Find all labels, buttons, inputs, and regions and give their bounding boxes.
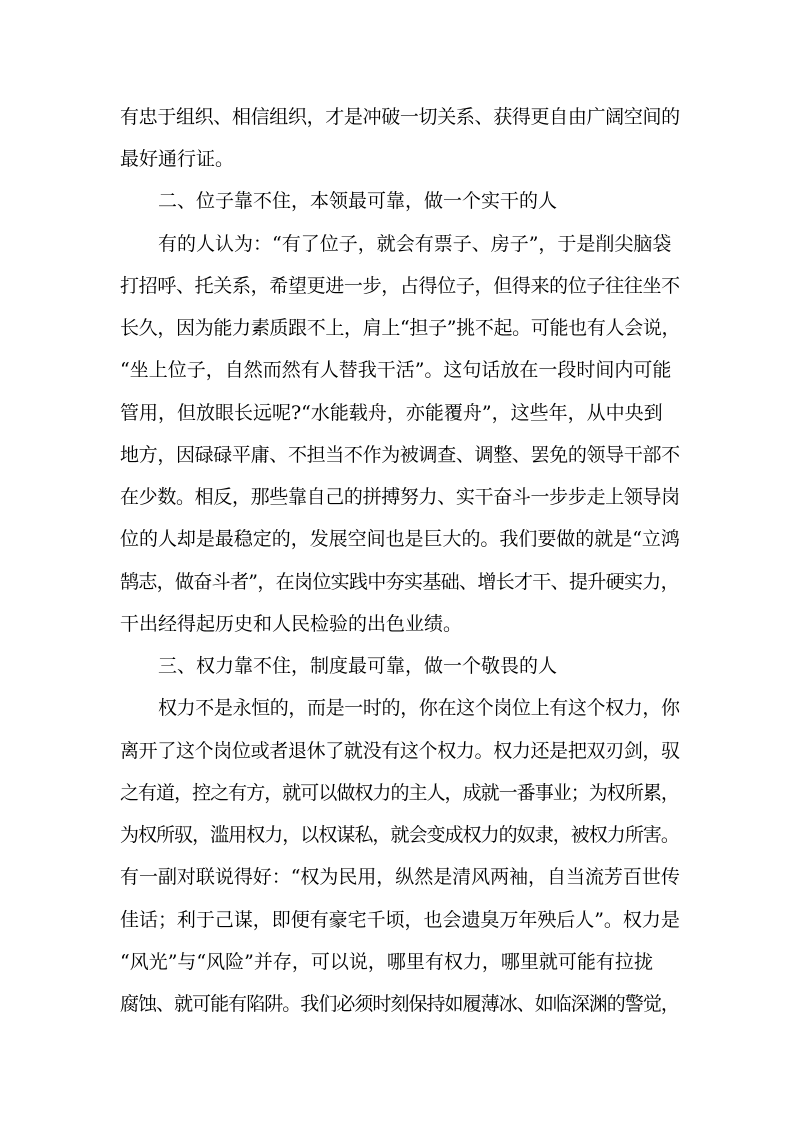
text-line: 干出经得起历史和人民检验的出色业绩。 [120,613,463,635]
text-line: 长久，因为能力素质跟不上，肩上“担子”挑不起。可能也有人会说， [120,317,681,339]
text-line: 鹄志，做奋斗者”，在岗位实践中夯实基础、增长才干、提升硬实力， [120,571,679,593]
text-line: 离开了这个岗位或者退休了就没有这个权力。权力还是把双刃剑，驭 [120,740,680,762]
section-heading: 三、权力靠不住，制度最可靠，做一个敬畏的人 [158,655,558,677]
text-line: 在少数。相反，那些靠自己的拼搏努力、实干奋斗一步步走上领导岗 [120,486,680,508]
text-line: 有的人认为：“有了位子，就会有票子、房子”，于是削尖脑袋 [158,233,672,255]
text-line: 地方，因碌碌平庸、不担当不作为被调查、调整、罢免的领导干部不 [120,444,680,466]
text-line: “风光”与“风险”并存，可以说，哪里有权力，哪里就可能有拉拢 [120,951,653,973]
text-line: 管用，但放眼长远呢?“水能载舟，亦能覆舟”，这些年，从中央到 [120,402,663,424]
text-line: 之有道，控之有方，就可以做权力的主人，成就一番事业；为权所累， [120,782,679,804]
text-line: 权力不是永恒的，而是一时的，你在这个岗位上有这个权力，你 [158,697,680,719]
section-heading: 二、位子靠不住，本领最可靠，做一个实干的人 [158,190,558,212]
text-line: 打招呼、托关系，希望更进一步，占得位子，但得来的位子往往坐不 [120,275,680,297]
text-line: 位的人却是最稳定的，发展空间也是巨大的。我们要做的就是“立鸿 [120,528,680,550]
text-line: 有一副对联说得好：“权为民用，纵然是清风两袖，自当流芳百世传 [120,866,680,888]
text-line: 佳话；利于己谋，即便有豪宅千顷，也会遗臭万年殃后人”。权力是 [120,909,680,931]
text-line: 有忠于组织、相信组织，才是冲破一切关系、获得更自由广阔空间的 [120,106,680,128]
text-line: “坐上位子，自然而然有人替我干活”。这句话放在一段时间内可能 [120,359,672,381]
text-line: 最好通行证。 [120,148,235,170]
text-line: 为权所驭，滥用权力，以权谋私，就会变成权力的奴隶，被权力所害。 [120,824,679,846]
text-line: 腐蚀、就可能有陷阱。我们必须时刻保持如履薄冰、如临深渊的警觉， [120,993,679,1015]
